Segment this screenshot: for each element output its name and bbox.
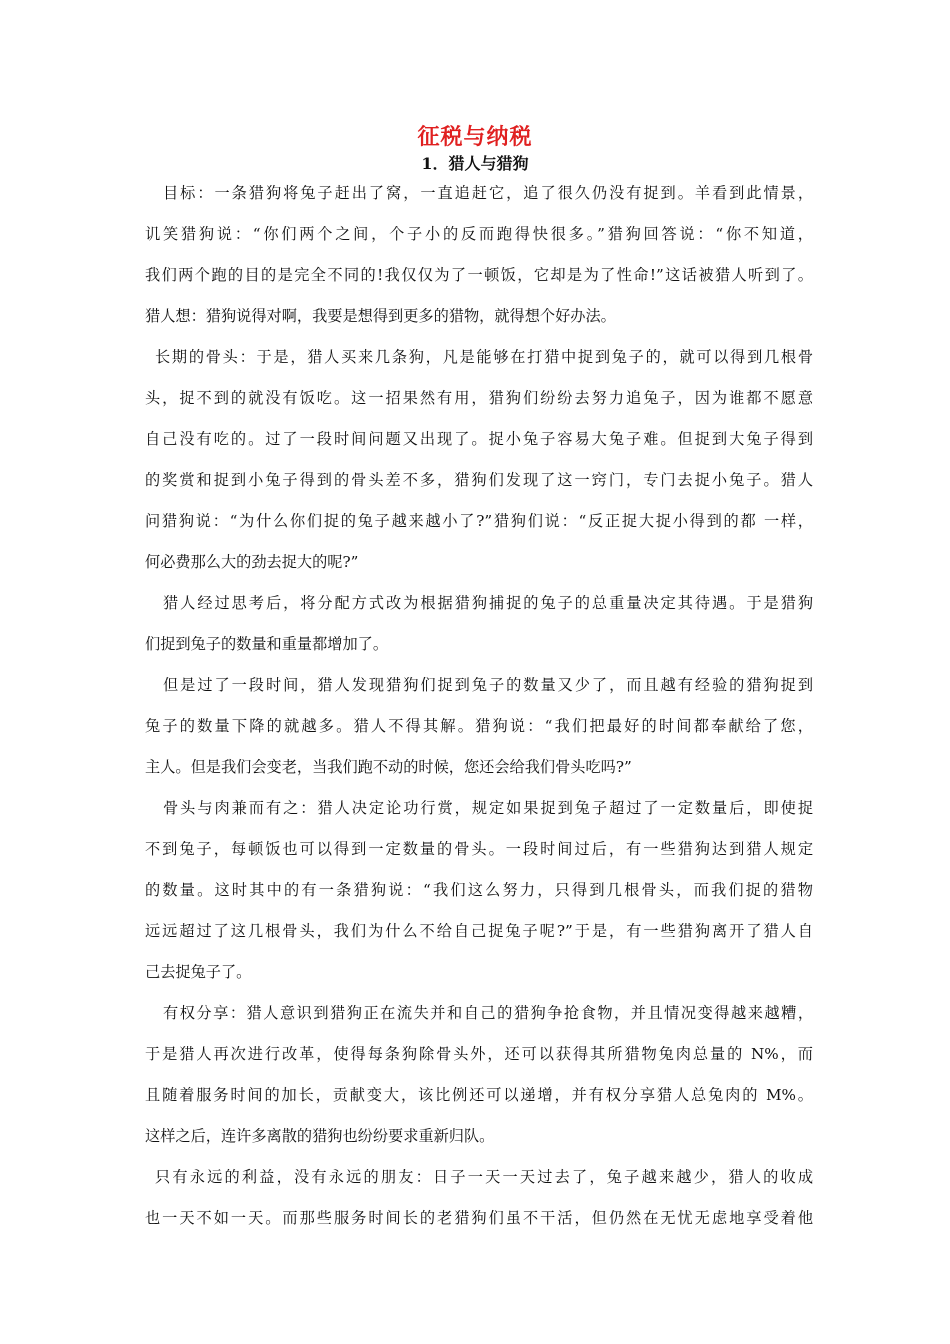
text-line: 己去捉兔子了。 (145, 963, 252, 981)
text-line: 这样之后，连许多离散的猎狗也纷纷要求重新归队。 (145, 1127, 495, 1145)
text-line: 于是猎人再次进行改革，使得每条狗除骨头外，还可以获得其所猎物兔肉总量的 N%，而 (145, 1045, 813, 1063)
section-heading: 1．猎人与猎狗 (421, 154, 529, 173)
text-line: 的数量。这时其中的有一条猎狗说：“我们这么努力，只得到几根骨头，而我们捉的猎物 (145, 881, 813, 899)
text-line: 猎人经过思考后，将分配方式改为根据猎狗捕捉的兔子的总重量决定其待遇。于是猎狗 (163, 594, 813, 612)
text-line: 我们两个跑的目的是完全不同的!我仅仅为了一顿饭，它却是为了性命!”这话被猎人听到了。 (145, 266, 813, 284)
text-line: 且随着服务时间的加长，贡献变大，该比例还可以递增，并有权分享猎人总兔肉的 M%。 (145, 1086, 813, 1104)
text-line: 的奖赏和捉到小兔子得到的骨头差不多，猎狗们发现了这一窍门，专门去捉小兔子。猎人 (145, 471, 813, 489)
text-line: 目标：一条猎狗将兔子赶出了窝，一直追赶它，追了很久仍没有捉到。羊看到此情景， (163, 184, 813, 202)
text-line: 也一天不如一天。而那些服务时间长的老猎狗们虽不干活，但仍然在无忧无虑地享受着他 (145, 1209, 813, 1227)
text-line: 们捉到兔子的数量和重量都增加了。 (145, 635, 388, 653)
text-line: 有权分享：猎人意识到猎狗正在流失并和自己的猎狗争抢食物，并且情况变得越来越糟， (163, 1004, 813, 1022)
text-line: 讥笑猎狗说：“你们两个之间，个子小的反而跑得快很多。”猎狗回答说：“你不知道， (145, 225, 813, 243)
text-line: 主人。但是我们会变老，当我们跑不动的时候，您还会给我们骨头吃吗?” (145, 758, 632, 776)
text-line: 不到兔子，每顿饭也可以得到一定数量的骨头。一段时间过后，有一些猎狗达到猎人规定 (145, 840, 813, 858)
text-line: 骨头与肉兼而有之：猎人决定论功行赏，规定如果捉到兔子超过了一定数量后，即使捉 (163, 799, 813, 817)
text-line: 兔子的数量下降的就越多。猎人不得其解。猎狗说：“我们把最好的时间都奉献给了您， (145, 717, 813, 735)
text-line: 远远超过了这几根骨头，我们为什么不给自己捉兔子呢?”于是，有一些猎狗离开了猎人自 (145, 922, 813, 940)
text-line: 头，捉不到的就没有饭吃。这一招果然有用，猎狗们纷纷去努力追兔子，因为谁都不愿意 (145, 389, 813, 407)
document-title: 征税与纳税 (417, 124, 533, 150)
text-line: 只有永远的利益，没有永远的朋友：日子一天一天过去了，兔子越来越少，猎人的收成 (155, 1168, 813, 1186)
text-line: 猎人想：猎狗说得对啊，我要是想得到更多的猎物，就得想个好办法。 (145, 307, 616, 325)
document-body (145, 173, 813, 1239)
text-line: 长期的骨头：于是，猎人买来几条狗，凡是能够在打猎中捉到兔子的，就可以得到几根骨 (155, 348, 813, 366)
text-line: 但是过了一段时间，猎人发现猎狗们捉到兔子的数量又少了，而且越有经验的猎狗捉到 (163, 676, 813, 694)
text-line: 问猎狗说：“为什么你们捉的兔子越来越小了?”猎狗们说：“反正捉大捉小得到的都 一样， (145, 512, 813, 530)
text-line: 自己没有吃的。过了一段时间问题又出现了。捉小兔子容易大兔子难。但捉到大兔子得到 (145, 430, 813, 448)
text-line: 何必费那么大的劲去捉大的呢?” (145, 553, 359, 571)
